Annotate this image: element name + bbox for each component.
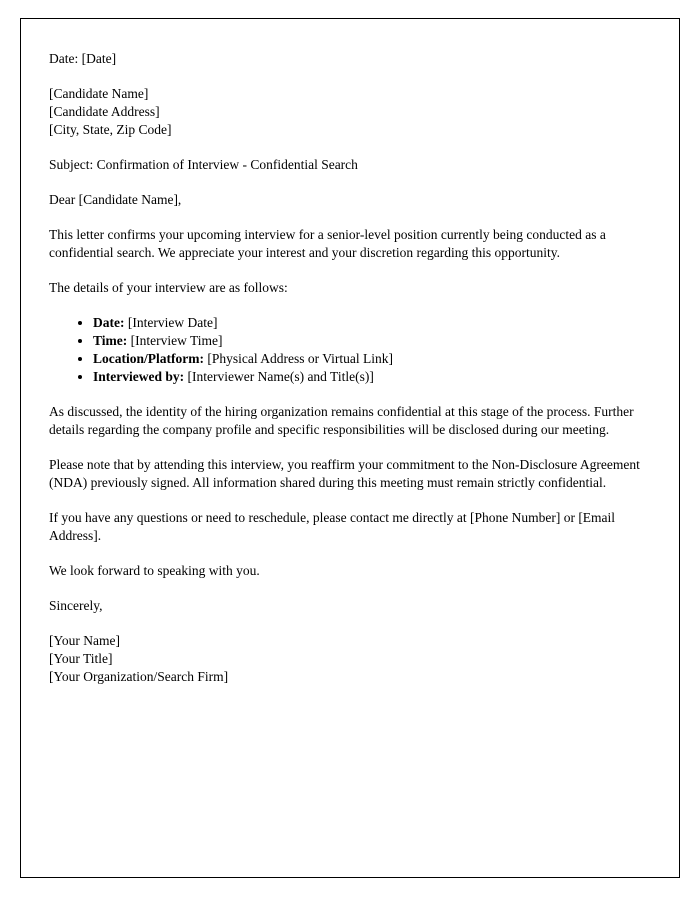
subject-line: Subject: Confirmation of Interview - Confidential Search	[49, 157, 358, 172]
detail-value-time: [Interview Time]	[130, 333, 223, 348]
signature-name: [Your Name]	[49, 633, 120, 648]
detail-label-interviewer: Interviewed by:	[93, 369, 185, 384]
detail-item-time	[93, 332, 647, 350]
letter-page	[20, 18, 680, 878]
letter-body	[21, 19, 679, 733]
contact-paragraph: If you have any questions or need to reschedule, please contact me directly at [Phone Number] or [Email Address].	[49, 510, 616, 543]
salutation: Dear [Candidate Name],	[49, 192, 182, 207]
signature-block	[49, 632, 647, 686]
detail-item-location	[93, 350, 647, 368]
recipient-city-state-zip: [City, State, Zip Code]	[49, 122, 172, 137]
signature-organization: [Your Organization/Search Firm]	[49, 669, 229, 684]
details-lead-paragraph: The details of your interview are as follows:	[49, 280, 288, 295]
nda-paragraph: Please note that by attending this interview, you reaffirm your commitment to the Non-Disclosure Agreement (NDA) previously signed. All information shared during this meeting must remain strictly confidential.	[49, 457, 640, 490]
detail-label-time: Time:	[93, 333, 128, 348]
detail-item-interviewer	[93, 368, 647, 386]
date-line: Date: [Date]	[49, 51, 117, 66]
recipient-name: [Candidate Name]	[49, 86, 149, 101]
detail-label-location: Location/Platform:	[93, 351, 204, 366]
confidentiality-paragraph: As discussed, the identity of the hiring organization remains confidential at this stage of the process. Further details regarding the company profile and specific responsibilities will be disclosed during our meeting.	[49, 404, 634, 437]
detail-label-date: Date:	[93, 315, 125, 330]
signature-title: [Your Title]	[49, 651, 113, 666]
interview-details-list	[49, 314, 647, 386]
intro-paragraph: This letter confirms your upcoming interview for a senior-level position currently being conducted as a confidential search. We appreciate your interest and your discretion regarding this opportunity.	[49, 227, 606, 260]
recipient-address-block	[49, 85, 647, 139]
detail-value-location: [Physical Address or Virtual Link]	[207, 351, 394, 366]
detail-value-date: [Interview Date]	[127, 315, 218, 330]
recipient-address: [Candidate Address]	[49, 104, 160, 119]
detail-value-interviewer: [Interviewer Name(s) and Title(s)]	[187, 369, 374, 384]
closing-paragraph: We look forward to speaking with you.	[49, 563, 260, 578]
detail-item-date	[93, 314, 647, 332]
signoff: Sincerely,	[49, 598, 103, 613]
